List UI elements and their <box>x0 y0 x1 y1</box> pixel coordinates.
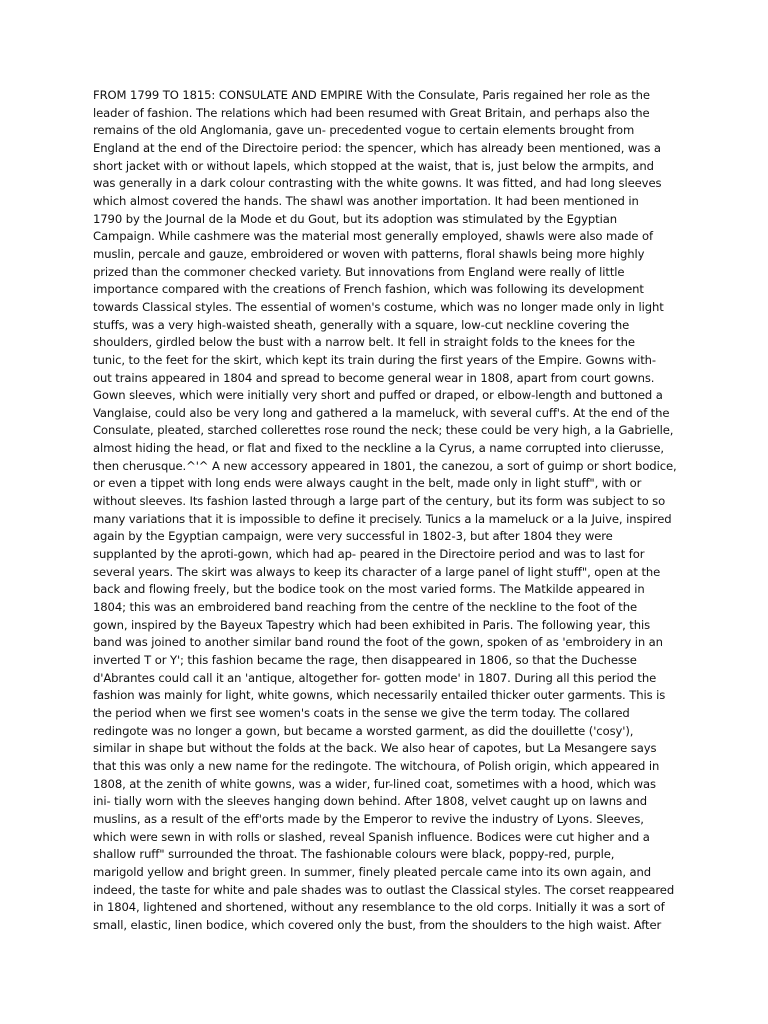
text-line: stuffs, was a very high-waisted sheath, generally with a square, low-cut neckline covering the <box>93 317 630 332</box>
text-line: 1804; this was an embroidered band reaching from the centre of the neckline to the foot of the <box>93 600 638 615</box>
text-line: Consulate, pleated, starched collerettes rose round the neck; these could be very high, a la Gabrielle, <box>93 423 674 438</box>
text-line: muslins, as a result of the eff'orts made by the Emperor to revive the industry of Lyons. Sleeves, <box>93 811 644 826</box>
text-line: 1790 by the Journal de la Mode et du Gout, but its adoption was stimulated by the Egyptian <box>93 211 617 226</box>
text-line: short jacket with or without lapels, which stopped at the waist, that is, just below the armpits, and <box>93 158 654 173</box>
text-line: band was joined to another similar band round the foot of the gown, spoken of as 'embroidery in an <box>93 635 663 650</box>
text-line: gown, inspired by the Bayeux Tapestry which had been exhibited in Paris. The following year, this <box>93 617 651 632</box>
text-line: ini- tially worn with the sleeves hanging down behind. After 1808, velvet caught up on lawns and <box>93 794 648 809</box>
text-line: redingote was no longer a gown, but became a worsted garment, as did the douillette ('cosy'), <box>93 723 634 738</box>
text-line: or even a tippet with long ends were always caught in the belt, made only in light stuff", with or <box>93 476 642 491</box>
text-line: marigold yellow and bright green. In summer, finely pleated percale came into its own again, and <box>93 864 652 879</box>
text-line: was generally in a dark colour contrasting with the white gowns. It was fitted, and had long sleeves <box>93 176 662 191</box>
text-line: leader of fashion. The relations which had been resumed with Great Britain, and perhaps also the <box>93 105 650 120</box>
text-line: inverted T or Y'; this fashion became the rage, then disappeared in 1806, so that the Duchesse <box>93 653 637 667</box>
text-line: remains of the old Anglomania, gave un- precedented vogue to certain elements brought from <box>93 123 635 138</box>
text-line: that this was only a new name for the redingote. The witchoura, of Polish origin, which appeared in <box>93 758 660 773</box>
text-line: tunic, to the feet for the skirt, which kept its train during the first years of the Empire. Gowns with- <box>93 352 656 367</box>
text-line: England at the end of the Directoire period: the spencer, which has already been mentioned, was a <box>93 140 661 155</box>
text-line: which almost covered the hands. The shawl was another importation. It had been mentioned in <box>93 193 639 208</box>
text-line: without sleeves. Its fashion lasted through a large part of the century, but its form was subject to so <box>93 494 666 509</box>
text-line: almost hiding the head, or flat and fixed to the neckline a la Cyrus, a name corrupted into clierusse, <box>93 441 664 456</box>
body-text <box>93 87 678 935</box>
text-line: Vanglaise, could also be very long and gathered a la mameluck, with several cuff's. At the end of the <box>93 405 670 420</box>
text-line: indeed, the taste for white and pale shades was to outlast the Classical styles. The corset reappeared <box>93 882 675 897</box>
text-line: FROM 1799 TO 1815: CONSULATE AND EMPIRE With the Consulate, Paris regained her role as the <box>93 88 650 102</box>
text-line: several years. The skirt was always to keep its character of a large panel of light stuff", open at the <box>93 564 661 579</box>
text-line: towards Classical styles. The essential of women's costume, which was no longer made only in light <box>93 299 664 314</box>
text-line: again by the Egyptian campaign, were very successful in 1802-3, but after 1804 they were <box>93 529 613 544</box>
text-line: out trains appeared in 1804 and spread to become general wear in 1808, apart from court gowns. <box>93 370 655 385</box>
text-line: shoulders, girdled below the bust with a narrow belt. It fell in straight folds to the knees for the <box>93 335 635 350</box>
text-line: which were sewn in with rolls or slashed, reveal Spanish influence. Bodices were cut higher and a <box>93 829 650 844</box>
text-line: importance compared with the creations of French fashion, which was following its development <box>93 282 644 297</box>
text-line: small, elastic, linen bodice, which covered only the bust, from the shoulders to the high waist. After <box>93 917 662 932</box>
text-line: back and flowing freely, but the bodice took on the most varied forms. The Matkilde appeared in <box>93 582 645 597</box>
text-line: d'Abrantes could call it an 'antique, altogether for- gotten mode' in 1807. During all this period the <box>93 670 657 685</box>
text-line: in 1804, lightened and shortened, without any resemblance to the old corps. Initially it was a sort of <box>93 900 665 915</box>
text-line: prized than the commoner checked variety. But innovations from England were really of little <box>93 264 625 279</box>
text-line: Campaign. While cashmere was the material most generally employed, shawls were also made of <box>93 229 654 244</box>
text-line: shallow ruff" surrounded the throat. The fashionable colours were black, poppy-red, purple, <box>93 847 615 862</box>
text-line: 1808, at the zenith of white gowns, was a wider, fur-lined coat, sometimes with a hood, which was <box>93 776 656 791</box>
text-line: the period when we first see women's coats in the sense we give the term today. The collared <box>93 705 630 720</box>
text-line: similar in shape but without the folds at the back. We also hear of capotes, but La Mesangere says <box>93 741 657 756</box>
text-line: supplanted by the aproti-gown, which had ap- peared in the Directoire period and was to last for <box>93 547 645 562</box>
text-line: muslin, percale and gauze, embroidered or woven with patterns, floral shawls being more highly <box>93 246 645 261</box>
text-line: fashion was mainly for light, white gowns, which necessarily entailed thicker outer garments. This is <box>93 688 666 703</box>
text-line: Gown sleeves, which were initially very short and puffed or draped, or elbow-length and buttoned a <box>93 388 663 403</box>
text-line: then cherusque.^'^ A new accessory appeared in 1801, the canezou, a sort of guimp or short bodice, <box>93 458 677 473</box>
text-line: many variations that it is impossible to define it precisely. Tunics a la mameluck or a la Juive, inspired <box>93 511 672 526</box>
